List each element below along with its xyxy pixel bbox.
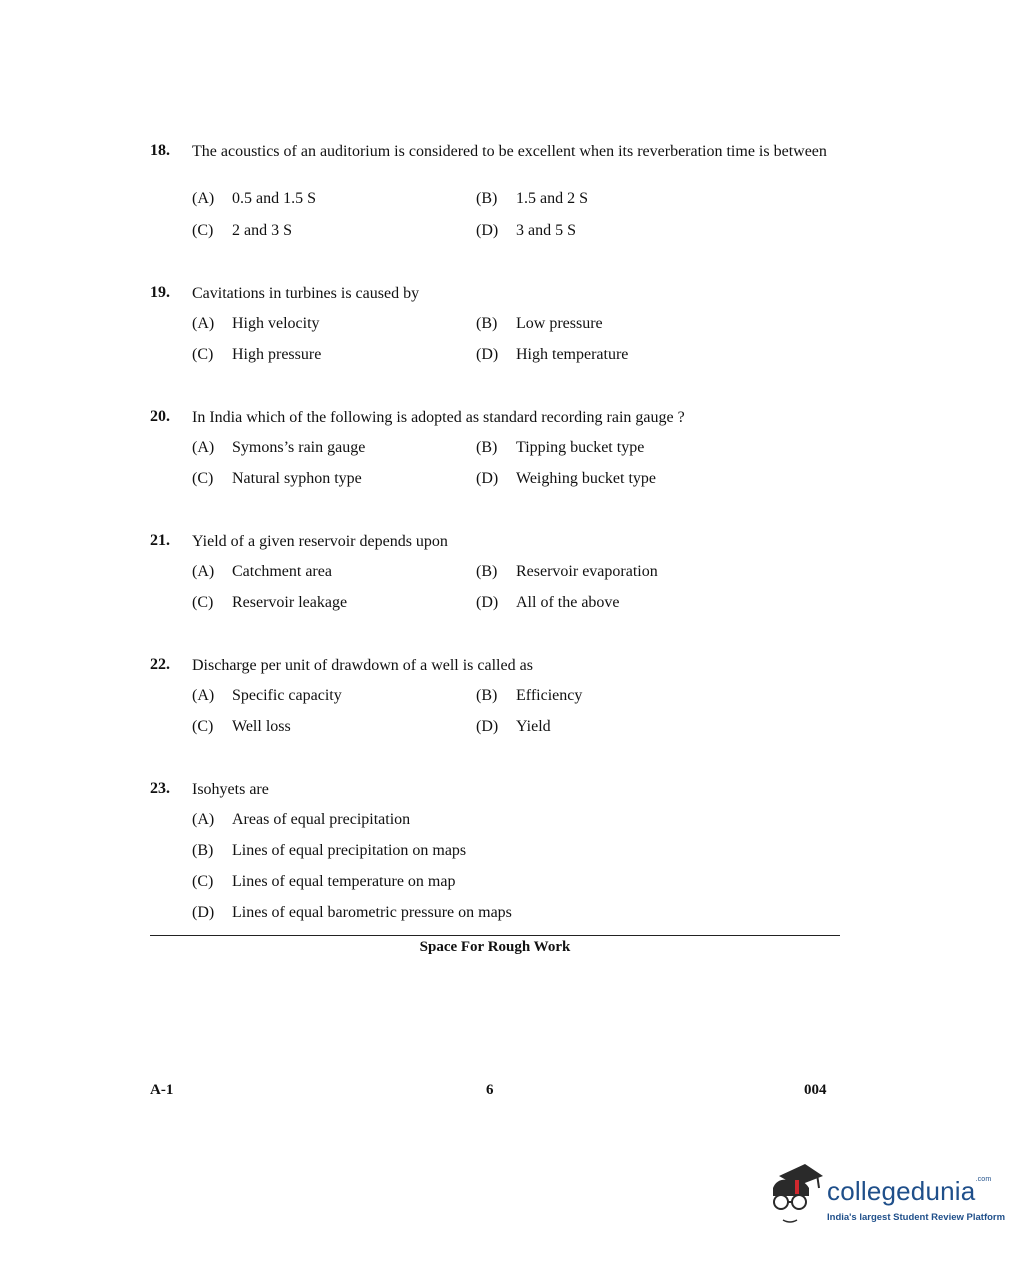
footer-series: A-1 — [150, 1082, 174, 1098]
question-text: Discharge per unit of drawdown of a well is called as — [192, 657, 533, 674]
option-text: 3 and 5 S — [516, 222, 576, 239]
question-text: In India which of the following is adopted as standard recording rain gauge ? — [192, 409, 685, 426]
option-text: Lines of equal barometric pressure on maps — [232, 904, 512, 921]
question-number: 18. — [150, 142, 170, 159]
option-label: (A) — [192, 190, 215, 207]
option-label: (D) — [476, 222, 499, 239]
option-text: Natural syphon type — [232, 470, 362, 487]
option-a — [192, 190, 316, 208]
question-number: 23. — [150, 780, 170, 797]
option-label: (D) — [476, 718, 499, 735]
option-label: (A) — [192, 563, 215, 580]
option-label: (A) — [192, 811, 215, 828]
option-text: 1.5 and 2 S — [516, 190, 588, 207]
option-b — [476, 439, 644, 457]
option-text: Weighing bucket type — [516, 470, 657, 487]
option-text: Lines of equal temperature on map — [232, 873, 456, 890]
question-number: 20. — [150, 408, 170, 425]
option-b — [476, 687, 582, 705]
option-label: (A) — [192, 687, 215, 704]
option-text: Areas of equal precipitation — [232, 811, 411, 828]
question-number: 21. — [150, 532, 170, 549]
option-c — [192, 718, 291, 736]
option-text: Tipping bucket type — [516, 439, 645, 456]
option-a — [192, 687, 342, 705]
option-c — [192, 222, 292, 240]
option-label: (D) — [476, 346, 499, 363]
option-label: (A) — [192, 315, 215, 332]
option-label: (C) — [192, 718, 214, 735]
option-text: High temperature — [516, 346, 629, 363]
option-label: (B) — [476, 315, 498, 332]
footer-page-number: 6 — [486, 1082, 494, 1098]
option-label: (C) — [192, 470, 214, 487]
mascot-icon — [765, 1162, 825, 1232]
option-label: (B) — [476, 687, 498, 704]
option-text: Lines of equal precipitation on maps — [232, 842, 467, 859]
option-text: Well loss — [232, 718, 291, 735]
option-c — [192, 873, 455, 891]
option-text: All of the above — [516, 594, 620, 611]
option-text: 0.5 and 1.5 S — [232, 190, 316, 207]
option-d — [476, 222, 576, 240]
logo-suffix: .com — [975, 1176, 992, 1183]
option-a — [192, 811, 410, 829]
question-text: Isohyets are — [192, 781, 269, 798]
question-text: Cavitations in turbines is caused by — [192, 285, 420, 302]
option-a — [192, 563, 332, 581]
option-label: (A) — [192, 439, 215, 456]
option-text: 2 and 3 S — [232, 222, 292, 239]
option-c — [192, 594, 347, 612]
option-text: Specific capacity — [232, 687, 342, 704]
option-label: (D) — [192, 904, 215, 921]
question-number: 19. — [150, 284, 170, 301]
footer-code: 004 — [804, 1082, 827, 1098]
option-b — [476, 315, 603, 333]
option-label: (B) — [476, 563, 498, 580]
option-d — [476, 718, 551, 736]
option-c — [192, 346, 321, 364]
question-text: The acoustics of an auditorium is considered to be excellent when its reverberation time is between — [192, 143, 827, 160]
option-label: (B) — [476, 439, 498, 456]
option-text: Low pressure — [516, 315, 603, 332]
option-a — [192, 439, 365, 457]
option-label: (C) — [192, 222, 214, 239]
option-d — [192, 904, 512, 922]
option-text: Symons’s rain gauge — [232, 439, 366, 456]
collegedunia-logo — [765, 1162, 1005, 1232]
option-label: (C) — [192, 873, 214, 890]
rough-work-heading: Space For Rough Work — [419, 939, 571, 955]
option-text: Reservoir evaporation — [516, 563, 658, 580]
option-b — [192, 842, 466, 860]
option-text: High pressure — [232, 346, 322, 363]
option-label: (B) — [192, 842, 214, 859]
option-text: Catchment area — [232, 563, 332, 580]
option-text: Reservoir leakage — [232, 594, 348, 611]
option-text: Yield — [516, 718, 551, 735]
option-d — [476, 594, 620, 612]
option-label: (C) — [192, 594, 214, 611]
option-b — [476, 563, 658, 581]
option-text: High velocity — [232, 315, 320, 332]
option-label: (D) — [476, 470, 499, 487]
logo-tagline: India's largest Student Review Platform — [827, 1212, 1006, 1223]
question-text: Yield of a given reservoir depends upon — [192, 533, 448, 550]
option-text: Efficiency — [516, 687, 583, 704]
option-b — [476, 190, 588, 208]
option-d — [476, 346, 628, 364]
option-c — [192, 470, 362, 488]
logo-name: collegedunia — [827, 1176, 976, 1206]
option-label: (B) — [476, 190, 498, 207]
option-label: (C) — [192, 346, 214, 363]
option-a — [192, 315, 320, 333]
option-d — [476, 470, 656, 488]
question-number: 22. — [150, 656, 170, 673]
option-label: (D) — [476, 594, 499, 611]
divider — [150, 935, 840, 936]
